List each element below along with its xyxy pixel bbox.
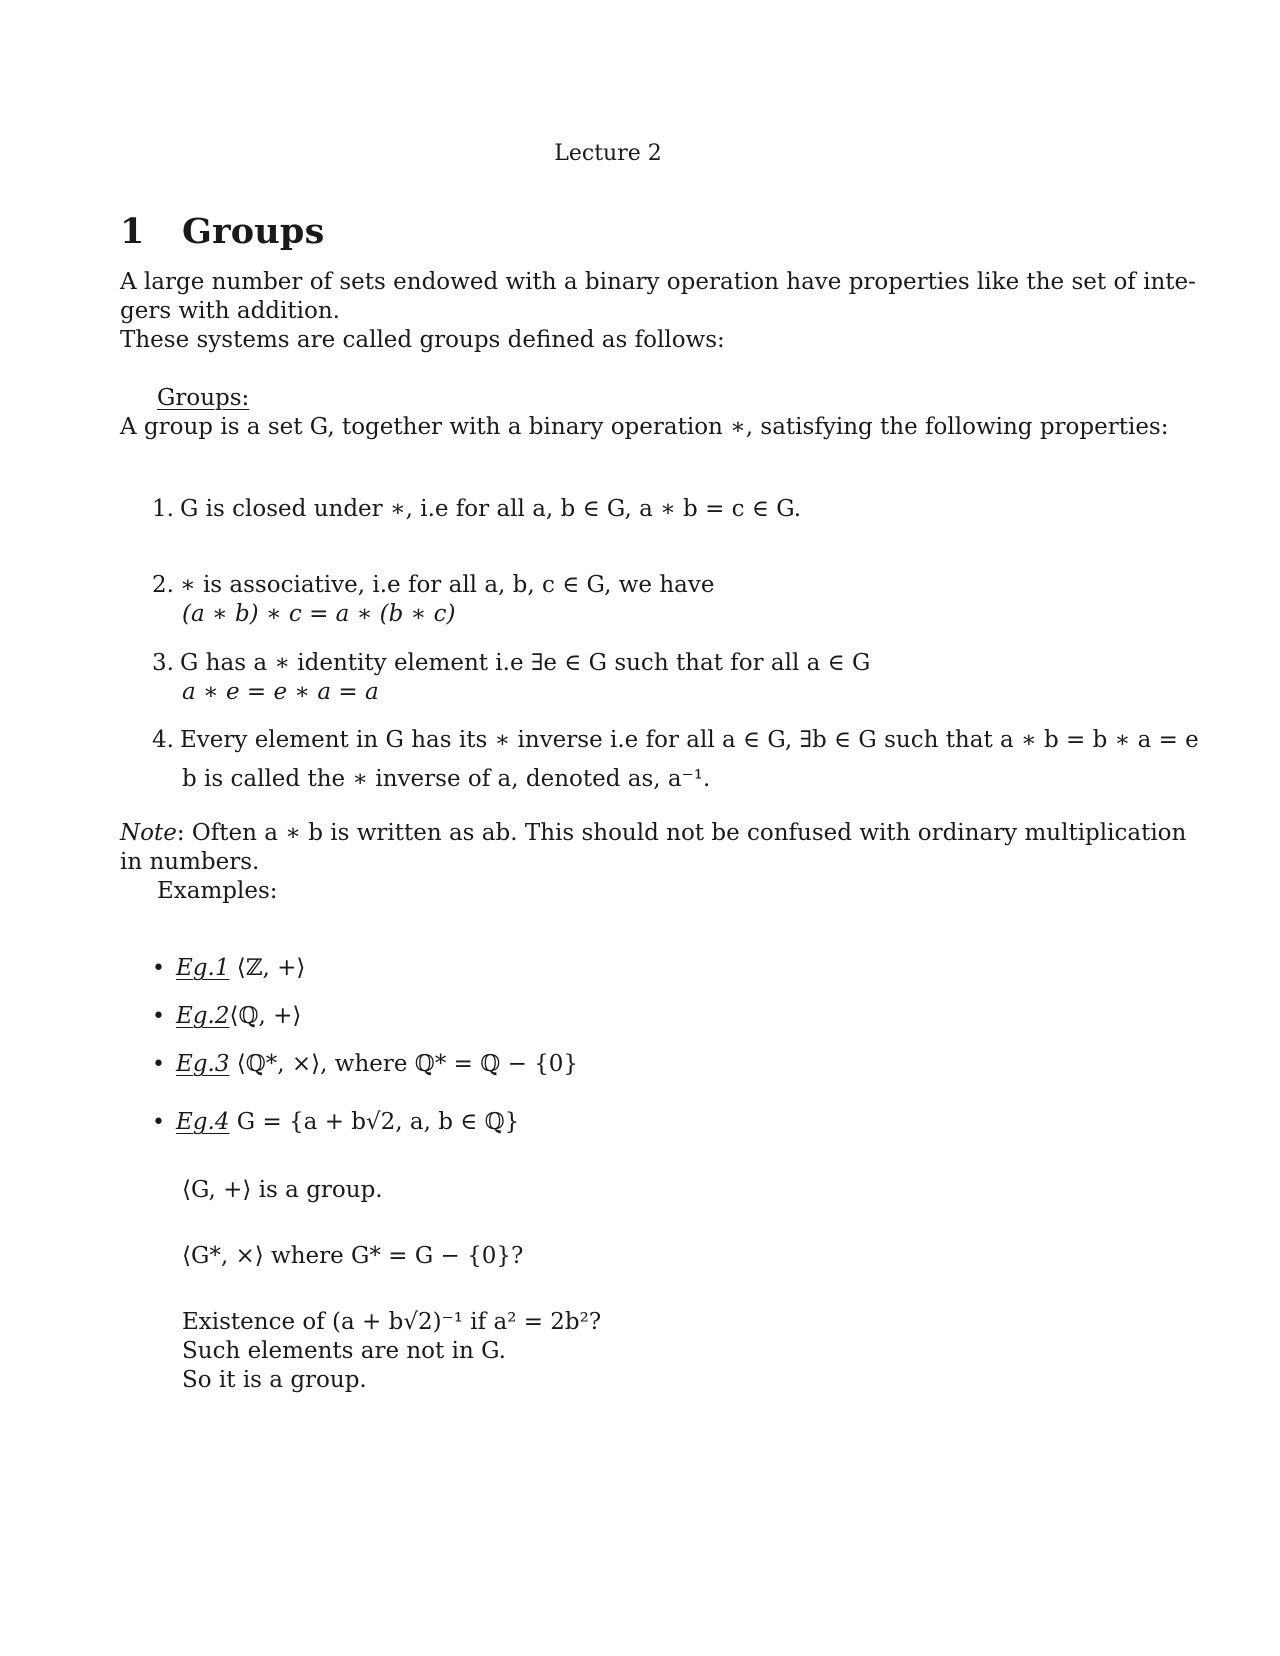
property-3-formula: a ∗ e = e ∗ a = a <box>182 679 379 705</box>
intro-line-1: A large number of sets endowed with a binary operation have properties like the set of inte- <box>120 269 1196 295</box>
lecture-title: Lecture 2 <box>554 141 662 166</box>
note-line-2: in numbers. <box>120 849 260 875</box>
property-text: G is closed under ∗, i.e for all a, b ∈ G, a ∗ b = c ∈ G. <box>180 496 802 522</box>
property-4-line-2: b is called the ∗ inverse of a, denoted as, a⁻¹. <box>182 766 711 792</box>
note-label: Note <box>120 820 177 846</box>
note-text: : Often a ∗ b is written as ab. This should not be confused with ordinary multiplication <box>176 820 1187 846</box>
example-item-4 <box>152 1107 519 1138</box>
property-number: 4. <box>152 727 174 753</box>
property-text: Every element in G has its ∗ inverse i.e for all a ∈ G, ∃b ∈ G such that a ∗ b = b ∗ a = e <box>180 727 1199 753</box>
intro-line-2: gers with addition. <box>120 298 340 324</box>
property-3 <box>142 648 870 678</box>
example-label: Eg.2 <box>176 1003 230 1029</box>
definition-statement: A group is a set G, together with a binary operation ∗, satisfying the following properties: <box>120 414 1169 440</box>
property-number: 1. <box>152 496 174 522</box>
example-item-1 <box>152 953 305 984</box>
property-number: 3. <box>152 650 174 676</box>
property-4 <box>142 725 1199 755</box>
example-text: ⟨ℚ*, ×⟩, where ℚ* = ℚ − {0} <box>229 1051 579 1077</box>
examples-label: Examples: <box>157 878 278 904</box>
example-text: ⟨ℤ, +⟩ <box>229 955 306 981</box>
example-sub-line-2: ⟨G*, ×⟩ where G* = G − {0}? <box>182 1243 524 1269</box>
bullet-icon: • <box>152 1052 165 1077</box>
property-text: G has a ∗ identity element i.e ∃e ∈ G such that for all a ∈ G <box>180 650 871 676</box>
section-title: Groups <box>182 211 325 252</box>
example-label: Eg.3 <box>176 1051 230 1077</box>
bullet-icon: • <box>152 1004 165 1029</box>
property-2-formula: (a ∗ b) ∗ c = a ∗ (b ∗ c) <box>182 601 456 627</box>
property-number: 2. <box>152 572 174 598</box>
example-item-3 <box>152 1049 578 1080</box>
example-text: G = {a + b√2, a, b ∈ ℚ} <box>229 1109 520 1135</box>
example-label: Eg.1 <box>176 955 230 981</box>
section-heading <box>120 211 325 252</box>
note-line-1 <box>120 818 1186 848</box>
definition-label: Groups: <box>157 385 250 411</box>
bullet-icon: • <box>152 956 165 981</box>
example-sub-line-5: So it is a group. <box>182 1367 367 1393</box>
section-number: 1 <box>120 211 145 252</box>
property-2 <box>142 570 714 600</box>
bullet-icon: • <box>152 1110 165 1135</box>
example-sub-line-1: ⟨G, +⟩ is a group. <box>182 1177 383 1203</box>
example-sub-line-4: Such elements are not in G. <box>182 1338 506 1364</box>
example-label: Eg.4 <box>176 1109 230 1135</box>
intro-line-3: These systems are called groups defined as follows: <box>120 327 725 353</box>
example-sub-line-3: Existence of (a + b√2)⁻¹ if a² = 2b²? <box>182 1309 602 1335</box>
example-text: ⟨ℚ, +⟩ <box>229 1003 302 1029</box>
property-text: ∗ is associative, i.e for all a, b, c ∈ G, we have <box>180 572 715 598</box>
example-item-2 <box>152 1001 301 1032</box>
property-1 <box>142 494 801 524</box>
